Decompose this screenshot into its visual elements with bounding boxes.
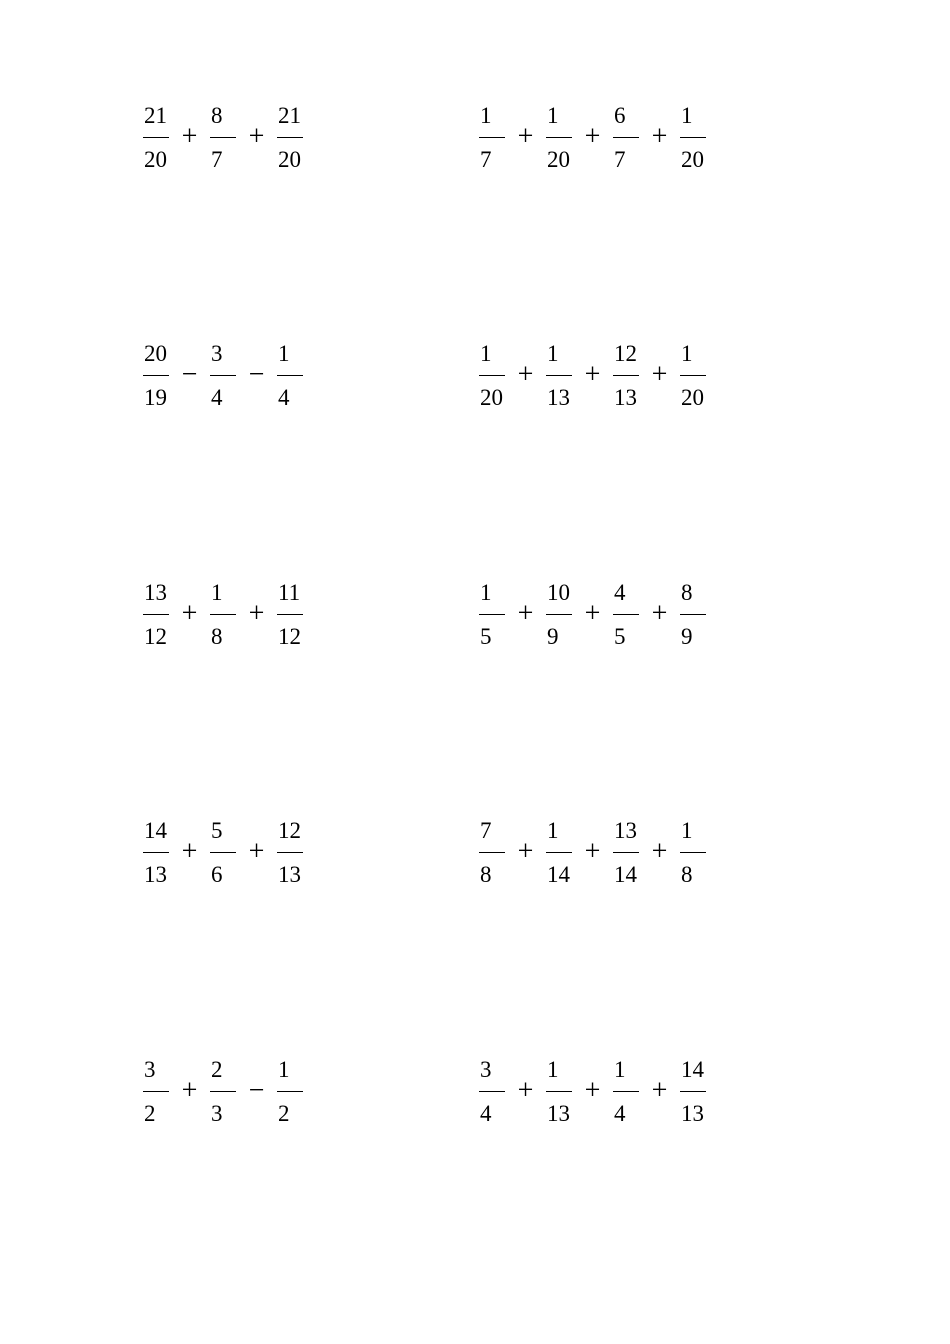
denominator: 9 bbox=[681, 624, 693, 649]
denominator: 12 bbox=[144, 624, 167, 649]
denominator: 4 bbox=[614, 1101, 626, 1126]
fraction bbox=[613, 105, 639, 171]
fraction-bar bbox=[479, 852, 505, 853]
problem-7 bbox=[143, 813, 303, 893]
operator: + bbox=[517, 1075, 534, 1106]
problem-10 bbox=[479, 1052, 706, 1132]
operator: + bbox=[248, 836, 265, 867]
operator: − bbox=[181, 359, 198, 390]
problem-2 bbox=[479, 98, 706, 178]
operator: + bbox=[584, 121, 601, 152]
numerator: 12 bbox=[614, 341, 637, 366]
numerator: 8 bbox=[211, 103, 223, 128]
fraction bbox=[210, 1059, 236, 1125]
fraction-bar bbox=[546, 852, 572, 853]
numerator: 14 bbox=[144, 818, 167, 843]
fraction-bar bbox=[613, 1091, 639, 1092]
problem-9 bbox=[143, 1052, 303, 1132]
operator: + bbox=[651, 121, 668, 152]
operator: + bbox=[651, 836, 668, 867]
fraction bbox=[546, 1059, 572, 1125]
numerator: 1 bbox=[614, 1057, 626, 1082]
numerator: 8 bbox=[681, 580, 693, 605]
fraction-bar bbox=[680, 137, 706, 138]
fraction bbox=[210, 582, 236, 648]
denominator: 20 bbox=[480, 385, 503, 410]
denominator: 8 bbox=[480, 862, 492, 887]
fraction bbox=[143, 105, 169, 171]
fraction-bar bbox=[210, 137, 236, 138]
numerator: 1 bbox=[547, 341, 559, 366]
fraction-bar bbox=[680, 1091, 706, 1092]
numerator: 3 bbox=[211, 341, 223, 366]
numerator: 1 bbox=[547, 1057, 559, 1082]
operator: + bbox=[248, 121, 265, 152]
fraction bbox=[210, 105, 236, 171]
fraction-bar bbox=[680, 375, 706, 376]
denominator: 13 bbox=[681, 1101, 704, 1126]
fraction-bar bbox=[210, 375, 236, 376]
problem-8 bbox=[479, 813, 706, 893]
denominator: 7 bbox=[614, 147, 626, 172]
fraction bbox=[546, 105, 572, 171]
denominator: 2 bbox=[144, 1101, 156, 1126]
fraction-bar bbox=[546, 375, 572, 376]
fraction-bar bbox=[143, 1091, 169, 1092]
fraction-bar bbox=[546, 137, 572, 138]
fraction bbox=[479, 820, 505, 886]
fraction bbox=[546, 820, 572, 886]
denominator: 2 bbox=[278, 1101, 290, 1126]
denominator: 20 bbox=[278, 147, 301, 172]
denominator: 4 bbox=[211, 385, 223, 410]
operator: + bbox=[181, 121, 198, 152]
fraction bbox=[546, 582, 572, 648]
fraction-bar bbox=[143, 375, 169, 376]
numerator: 1 bbox=[547, 103, 559, 128]
denominator: 5 bbox=[480, 624, 492, 649]
denominator: 13 bbox=[547, 385, 570, 410]
problem-5 bbox=[143, 575, 303, 655]
fraction bbox=[613, 1059, 639, 1125]
fraction bbox=[680, 820, 706, 886]
fraction-bar bbox=[479, 1091, 505, 1092]
denominator: 4 bbox=[480, 1101, 492, 1126]
fraction bbox=[479, 343, 505, 409]
fraction-bar bbox=[143, 614, 169, 615]
operator: + bbox=[248, 598, 265, 629]
numerator: 1 bbox=[480, 341, 492, 366]
problem-3 bbox=[143, 336, 303, 416]
numerator: 7 bbox=[480, 818, 492, 843]
denominator: 20 bbox=[681, 385, 704, 410]
numerator: 11 bbox=[278, 580, 301, 605]
fraction bbox=[680, 105, 706, 171]
fraction-bar bbox=[613, 375, 639, 376]
numerator: 12 bbox=[278, 818, 301, 843]
operator: + bbox=[584, 836, 601, 867]
numerator: 20 bbox=[144, 341, 167, 366]
operator: − bbox=[248, 359, 265, 390]
numerator: 21 bbox=[144, 103, 167, 128]
operator: + bbox=[584, 598, 601, 629]
fraction-bar bbox=[210, 614, 236, 615]
operator: + bbox=[651, 598, 668, 629]
denominator: 13 bbox=[144, 862, 167, 887]
denominator: 3 bbox=[211, 1101, 223, 1126]
numerator: 14 bbox=[681, 1057, 704, 1082]
operator: + bbox=[181, 1075, 198, 1106]
denominator: 8 bbox=[681, 862, 693, 887]
denominator: 4 bbox=[278, 385, 290, 410]
numerator: 6 bbox=[614, 103, 626, 128]
numerator: 1 bbox=[278, 341, 290, 366]
numerator: 10 bbox=[547, 580, 570, 605]
denominator: 5 bbox=[614, 624, 626, 649]
denominator: 9 bbox=[547, 624, 559, 649]
numerator: 13 bbox=[614, 818, 637, 843]
operator: + bbox=[584, 359, 601, 390]
numerator: 1 bbox=[480, 103, 492, 128]
operator: + bbox=[517, 598, 534, 629]
fraction-bar bbox=[143, 852, 169, 853]
numerator: 1 bbox=[211, 580, 223, 605]
denominator: 8 bbox=[211, 624, 223, 649]
problem-1 bbox=[143, 98, 303, 178]
problem-4 bbox=[479, 336, 706, 416]
fraction bbox=[210, 343, 236, 409]
operator: + bbox=[651, 1075, 668, 1106]
numerator: 2 bbox=[211, 1057, 223, 1082]
numerator: 21 bbox=[278, 103, 301, 128]
fraction-bar bbox=[613, 614, 639, 615]
fraction-bar bbox=[277, 375, 303, 376]
fraction-bar bbox=[143, 137, 169, 138]
denominator: 19 bbox=[144, 385, 167, 410]
fraction bbox=[613, 343, 639, 409]
fraction bbox=[680, 343, 706, 409]
fraction bbox=[680, 1059, 706, 1125]
fraction bbox=[680, 582, 706, 648]
numerator: 3 bbox=[144, 1057, 156, 1082]
fraction bbox=[143, 1059, 169, 1125]
operator: + bbox=[584, 1075, 601, 1106]
operator: + bbox=[651, 359, 668, 390]
numerator: 1 bbox=[480, 580, 492, 605]
operator: + bbox=[181, 836, 198, 867]
fraction-bar bbox=[277, 614, 303, 615]
fraction-bar bbox=[277, 1091, 303, 1092]
numerator: 3 bbox=[480, 1057, 492, 1082]
fraction-bar bbox=[680, 614, 706, 615]
fraction bbox=[479, 105, 505, 171]
fraction bbox=[143, 343, 169, 409]
numerator: 1 bbox=[278, 1057, 290, 1082]
denominator: 14 bbox=[614, 862, 637, 887]
operator: + bbox=[181, 598, 198, 629]
denominator: 13 bbox=[614, 385, 637, 410]
fraction bbox=[277, 105, 303, 171]
problem-6 bbox=[479, 575, 706, 655]
fraction bbox=[613, 820, 639, 886]
operator: + bbox=[517, 836, 534, 867]
denominator: 7 bbox=[211, 147, 223, 172]
fraction-bar bbox=[277, 137, 303, 138]
numerator: 13 bbox=[144, 580, 167, 605]
fraction bbox=[143, 582, 169, 648]
numerator: 1 bbox=[681, 818, 693, 843]
fraction-bar bbox=[613, 137, 639, 138]
denominator: 13 bbox=[278, 862, 301, 887]
numerator: 1 bbox=[547, 818, 559, 843]
fraction-bar bbox=[479, 375, 505, 376]
denominator: 20 bbox=[144, 147, 167, 172]
operator: − bbox=[248, 1075, 265, 1106]
fraction-bar bbox=[546, 614, 572, 615]
denominator: 13 bbox=[547, 1101, 570, 1126]
denominator: 14 bbox=[547, 862, 570, 887]
numerator: 4 bbox=[614, 580, 626, 605]
denominator: 12 bbox=[278, 624, 301, 649]
fraction-bar bbox=[680, 852, 706, 853]
fraction bbox=[143, 820, 169, 886]
fraction bbox=[546, 343, 572, 409]
fraction-bar bbox=[479, 137, 505, 138]
denominator: 7 bbox=[480, 147, 492, 172]
fraction-bar bbox=[546, 1091, 572, 1092]
numerator: 5 bbox=[211, 818, 223, 843]
denominator: 20 bbox=[681, 147, 704, 172]
fraction bbox=[613, 582, 639, 648]
fraction-bar bbox=[613, 852, 639, 853]
fraction bbox=[277, 343, 303, 409]
operator: + bbox=[517, 121, 534, 152]
fraction bbox=[479, 582, 505, 648]
fraction-bar bbox=[479, 614, 505, 615]
fraction bbox=[277, 820, 303, 886]
fraction bbox=[277, 1059, 303, 1125]
denominator: 6 bbox=[211, 862, 223, 887]
numerator: 1 bbox=[681, 103, 693, 128]
fraction bbox=[210, 820, 236, 886]
operator: + bbox=[517, 359, 534, 390]
fraction-bar bbox=[277, 852, 303, 853]
numerator: 1 bbox=[681, 341, 693, 366]
fraction bbox=[277, 582, 303, 648]
fraction-bar bbox=[210, 852, 236, 853]
denominator: 20 bbox=[547, 147, 570, 172]
fraction-bar bbox=[210, 1091, 236, 1092]
fraction bbox=[479, 1059, 505, 1125]
